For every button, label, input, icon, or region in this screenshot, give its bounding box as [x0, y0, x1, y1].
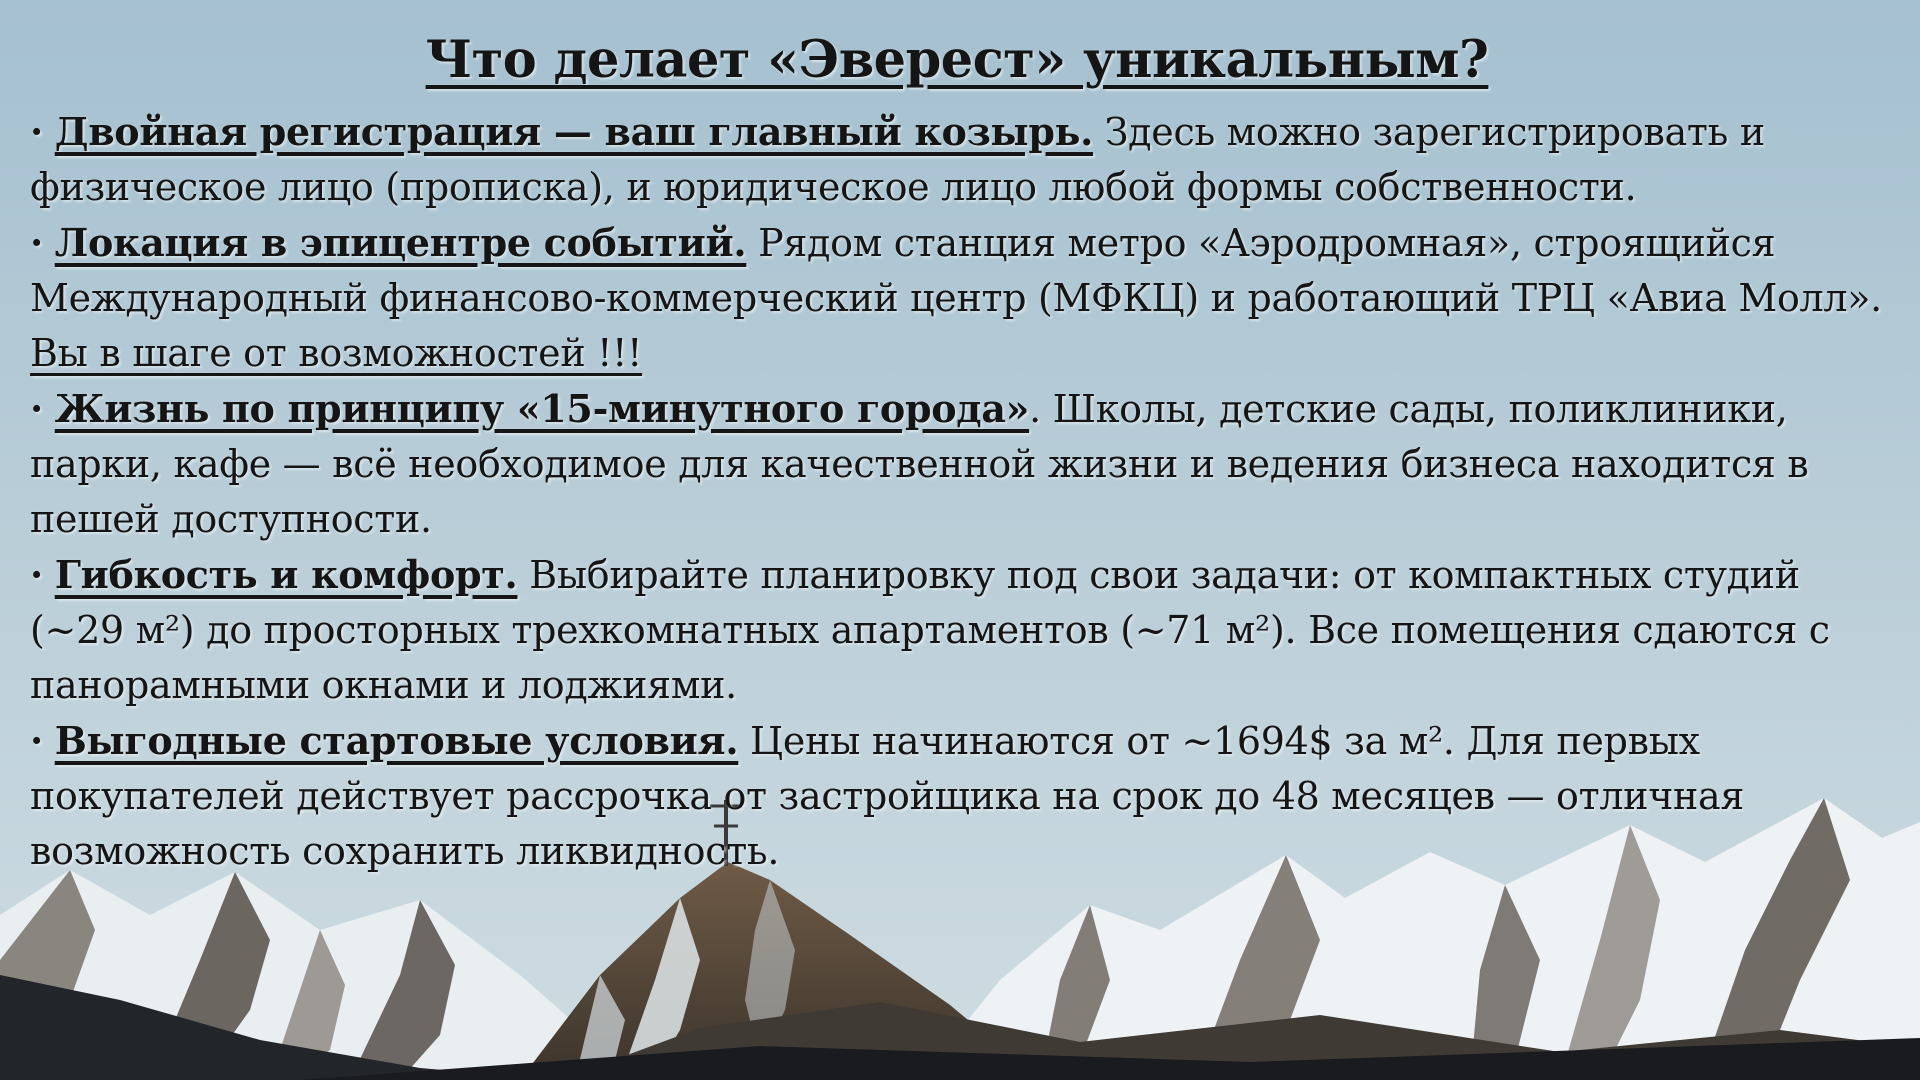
bullet-lead: Локация в эпицентре событий.	[54, 220, 747, 265]
bullet-location	[30, 215, 1884, 326]
bullet-marker: ·	[30, 109, 43, 154]
bullet-location-footnote	[30, 326, 1884, 381]
page-title: Что делает «Эверест» уникальным?	[425, 30, 1489, 90]
bullet-marker: ·	[30, 386, 43, 431]
bullet-body: Рядом станция метро «Аэродромная», строящийся Международный финансово-коммерческий центр (МФКЦ) и работающий ТРЦ «Авиа Молл».	[30, 221, 1882, 320]
bullet-dual-registration	[30, 104, 1884, 215]
bullet-body: Выбирайте планировку под свои задачи: от компактных студий (~29 м²) до просторных трехкомнатных апартаментов (~71 м²). Все помещения сдаются с панорамными окнами и лоджиями.	[30, 553, 1830, 707]
bullet-lead: Жизнь по принципу «15-минутного города»	[54, 386, 1030, 431]
bullet-body: Здесь можно зарегистрировать и физическое лицо (прописка), и юридическое лицо любой формы собственности.	[30, 110, 1765, 209]
bullet-lead: Выгодные стартовые условия.	[54, 718, 739, 763]
bullet-starting-terms	[30, 713, 1884, 879]
bullet-15-minute-city	[30, 381, 1884, 547]
bullet-body: Цены начинаются от ~1694$ за м². Для первых покупателей действует рассрочка от застройщика на срок до 48 месяцев — отличная возможность сохранить ликвидность.	[30, 719, 1745, 873]
footnote-text: Вы в шаге от возможностей !!!	[30, 331, 643, 375]
bullet-flexibility	[30, 547, 1884, 713]
bullet-lead: Двойная регистрация — ваш главный козырь.	[54, 109, 1094, 154]
bullet-marker: ·	[30, 552, 43, 597]
bullet-marker: ·	[30, 718, 43, 763]
bullet-marker: ·	[30, 220, 43, 265]
bullet-lead: Гибкость и комфорт.	[54, 552, 518, 597]
bullet-body: . Школы, детские сады, поликлиники, парки, кафе — всё необходимое для качественной жизни и ведения бизнеса находится в пешей доступности.	[30, 387, 1809, 541]
